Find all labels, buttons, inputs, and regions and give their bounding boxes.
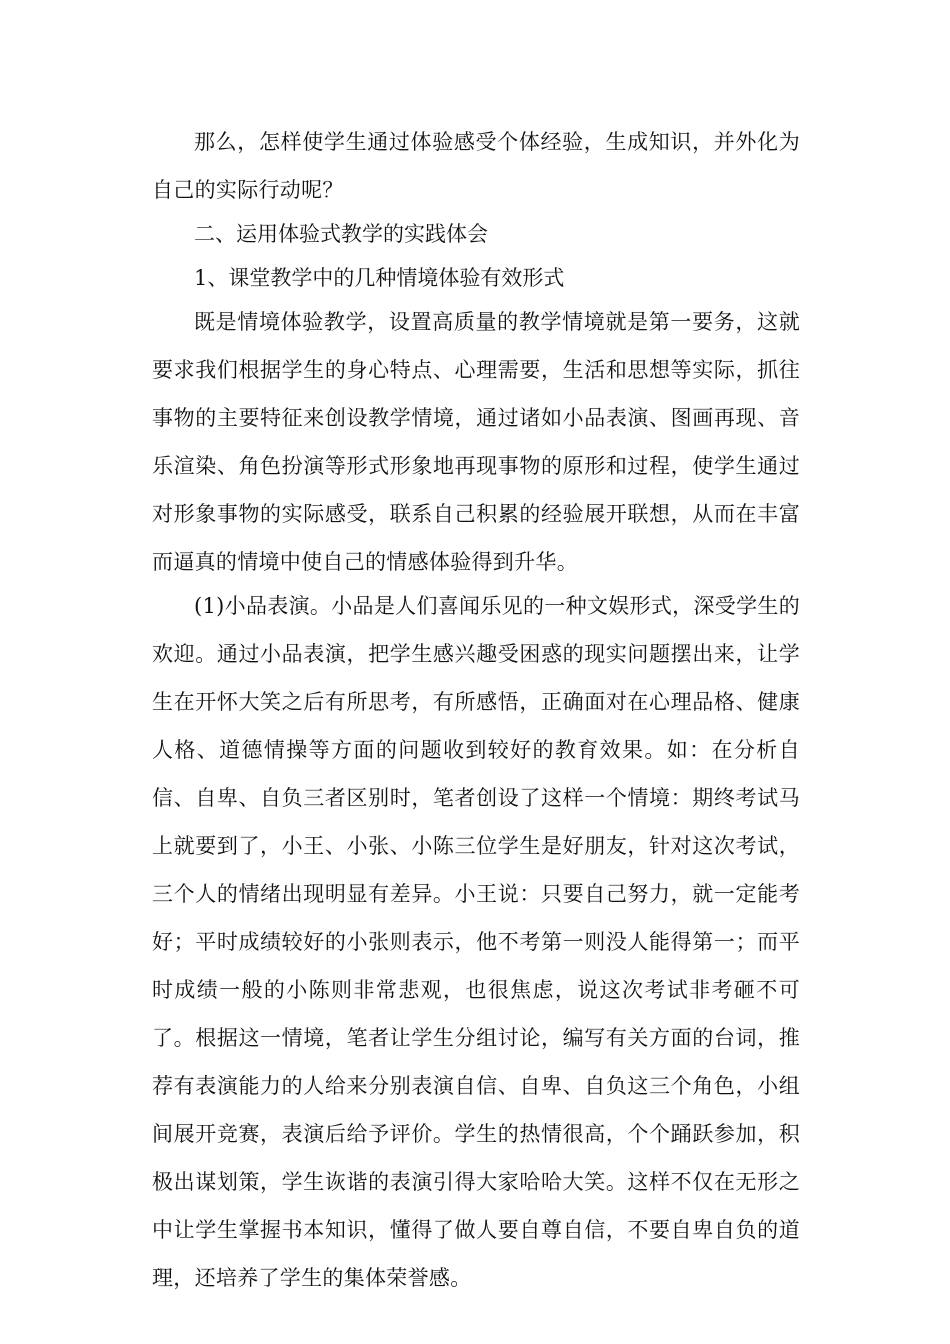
document-page (152, 118, 800, 1302)
paragraph-intro-question: 那么，怎样使学生通过体验感受个体经验，生成知识，并外化为自己的实际行动呢？ (152, 130, 800, 202)
section-heading: 二、运用体验式教学的实践体会 (194, 222, 488, 246)
paragraph-skit-performance: (1)小品表演。小品是人们喜闻乐见的一种文娱形式，深受学生的欢迎。通过小品表演，把学生感兴趣受困惑的现实问题摆出来，让学生在开怀大笑之后有所思考，有所感悟，正确面对在心理品格、健康人格、道德情操等方面的问题收到较好的教育效果。如：在分析自信、自卑、自负三者区别时，笔者创设了这样一个情境：期终考试马上就要到了，小王、小张、小陈三位学生是好朋友，针对这次考试，三个人的情绪出现明显有差异。小王说：只要自己努力，就一定能考好；平时成绩较好的小张则表示，他不考第一则没人能得第一；而平时成绩一般的小陈则非常悲观，也很焦虑，说这次考试非考砸不可了。根据这一情境，笔者让学生分组讨论，编写有关方面的台词，推荐有表演能力的人给来分别表演自信、自卑、自负这三个角色，小组间展开竞赛，表演后给予评价。学生的热情很高，个个踊跃参加，积极出谋划策，学生诙谐的表演引得大家哈哈大笑。这样不仅在无形之中让学生掌握书本知识，懂得了做人要自尊自信，不要自卑自负的道理，还培养了学生的集体荣誉感。 (152, 594, 800, 1290)
paragraph-situational-teaching: 既是情境体验教学，设置高质量的教学情境就是第一要务，这就要求我们根据学生的身心特点、心理需要，生活和思想等实际，抓往事物的主要特征来创设教学情境，通过诸如小品表演、图画再现、音乐渲染、角色扮演等形式形象地再现事物的原形和过程，使学生通过对形象事物的实际感受，联系自己积累的经验展开联想，从而在丰富而逼真的情境中使自己的情感体验得到升华。 (152, 310, 800, 574)
subsection-heading: 1、课堂教学中的几种情境体验有效形式 (194, 266, 565, 290)
